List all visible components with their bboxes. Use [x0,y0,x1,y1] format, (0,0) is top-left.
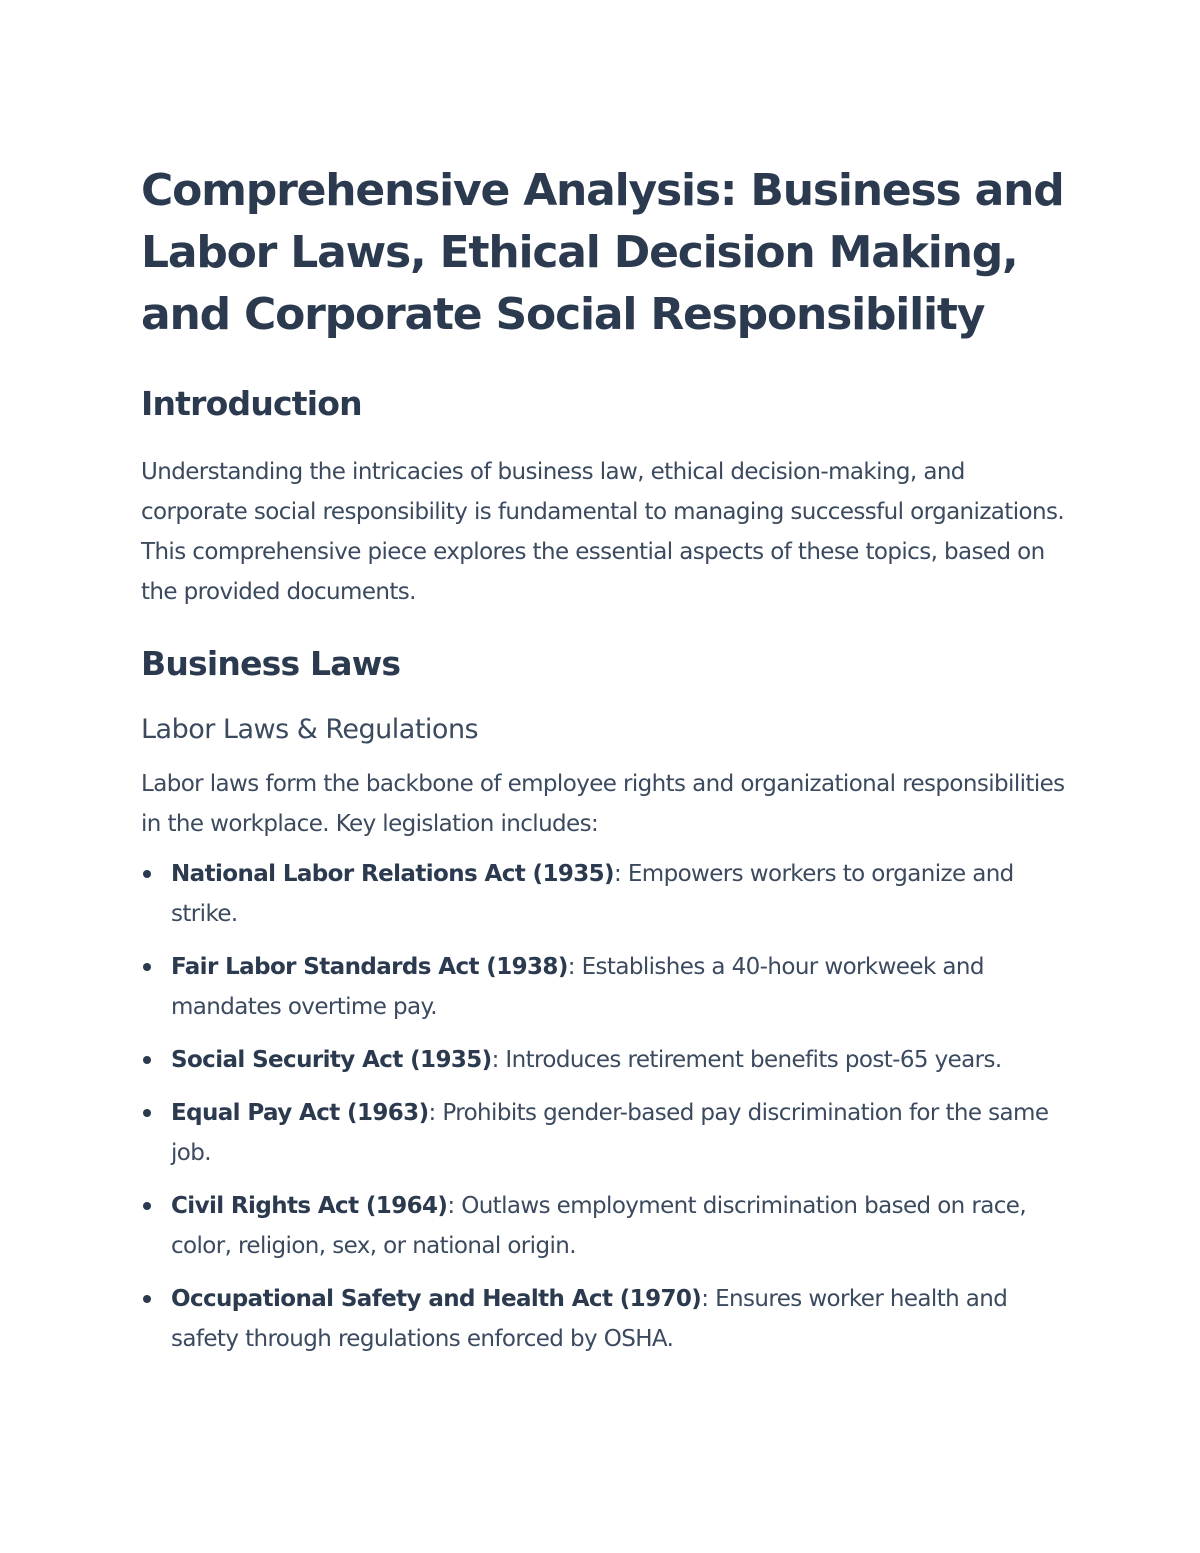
bullet-icon [143,870,151,878]
bullet-icon [143,1202,151,1210]
law-name: National Labor Relations Act (1935) [171,861,614,887]
bullet-icon [143,1056,151,1064]
list-item [141,947,1071,1027]
law-name: Equal Pay Act (1963) [171,1100,429,1126]
list-item [141,1186,1071,1266]
labor-laws-subheading: Labor Laws & Regulations [141,714,479,745]
bullet-icon [143,1295,151,1303]
labor-laws-list [141,854,1071,1359]
bullet-icon [143,963,151,971]
law-description: Empowers workers to organize and strike. [171,861,1014,927]
bullet-icon [143,1109,151,1117]
law-description: Outlaws employment discrimination based on race, color, religion, sex, or national origin. [171,1193,1027,1259]
business-laws-heading: Business Laws [141,644,401,683]
law-name: Occupational Safety and Health Act (1970) [171,1286,702,1312]
law-description: Establishes a 40-hour workweek and mandates overtime pay. [171,954,984,1020]
document-page [141,160,1071,1372]
law-separator: : [567,954,575,980]
law-description: Introduces retirement benefits post-65 years. [498,1047,1002,1073]
law-separator: : [447,1193,455,1219]
list-item [141,854,1071,934]
list-item [141,1279,1071,1359]
law-name: Civil Rights Act (1964) [171,1193,448,1219]
law-name: Fair Labor Standards Act (1938) [171,954,568,980]
law-separator: : [701,1286,709,1312]
list-item [141,1093,1071,1173]
law-separator: : [613,861,622,887]
document-title: Comprehensive Analysis: Business and Labor Laws, Ethical Decision Making, and Corporate Social Responsibility [141,165,1064,340]
labor-laws-paragraph: Labor laws form the backbone of employee rights and organizational responsibilities in the workplace. Key legislation includes: [141,771,1065,837]
law-description: Ensures worker health and safety through regulations enforced by OSHA. [171,1286,1008,1352]
list-item [141,1040,1071,1080]
introduction-paragraph: Understanding the intricacies of business law, ethical decision-making, and corporate social responsibility is fundamental to managing successful organizations. This comprehensive piece explores the essential aspects of these topics, based on the provided documents. [141,459,1065,605]
law-separator: : [491,1047,499,1073]
introduction-heading: Introduction [141,384,362,423]
law-separator: : [428,1100,436,1126]
law-description: Prohibits gender-based pay discrimination for the same job. [171,1100,1049,1166]
law-name: Social Security Act (1935) [171,1047,492,1073]
